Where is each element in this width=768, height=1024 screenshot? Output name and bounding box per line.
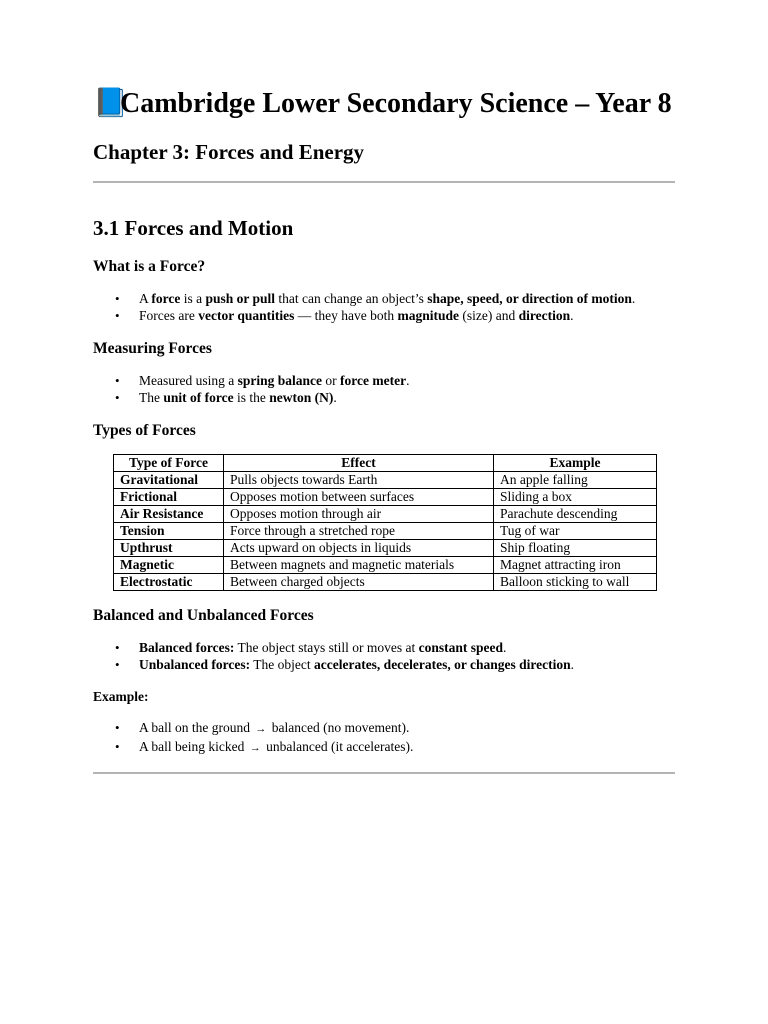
measuring-forces-heading: Measuring Forces	[93, 340, 212, 357]
column-header-type: Type of Force	[114, 455, 224, 472]
document-content	[93, 86, 675, 774]
table-row	[114, 523, 657, 540]
forces-table	[113, 454, 657, 591]
force-example-cell: Magnet attracting iron	[494, 557, 657, 574]
column-header-example: Example	[494, 455, 657, 472]
what-is-force-list	[93, 290, 675, 324]
balanced-forces-heading: Balanced and Unbalanced Forces	[93, 607, 314, 624]
force-example-cell: An apple falling	[494, 472, 657, 489]
force-type-cell: Upthrust	[114, 540, 224, 557]
list-item: • A ball on the ground → balanced (no movement).	[139, 719, 675, 738]
section-title: 3.1 Forces and Motion	[93, 216, 294, 240]
list-item: • The unit of force is the newton (N).	[139, 389, 675, 406]
table-row	[114, 472, 657, 489]
list-item: • A ball being kicked → unbalanced (it accelerates).	[139, 738, 675, 757]
page-title-text: Cambridge Lower Secondary Science – Year 8	[120, 88, 672, 119]
divider	[93, 772, 675, 774]
example-list	[93, 719, 675, 757]
divider	[93, 181, 675, 183]
force-type-cell: Frictional	[114, 489, 224, 506]
table-header-row	[114, 455, 657, 472]
types-of-forces-heading: Types of Forces	[93, 422, 196, 439]
table-row	[114, 540, 657, 557]
force-example-cell: Ship floating	[494, 540, 657, 557]
table-row	[114, 489, 657, 506]
book-icon: 📘	[93, 88, 128, 119]
force-example-cell: Sliding a box	[494, 489, 657, 506]
right-arrow-icon: →	[255, 723, 267, 735]
what-is-force-heading: What is a Force?	[93, 258, 206, 275]
force-example-cell: Tug of war	[494, 523, 657, 540]
list-item: • A force is a push or pull that can change an object’s shape, speed, or direction of motion.	[139, 290, 675, 307]
page-title	[93, 86, 675, 121]
force-type-cell: Electrostatic	[114, 574, 224, 591]
column-header-effect: Effect	[224, 455, 494, 472]
force-effect-cell: Opposes motion between surfaces	[224, 489, 494, 506]
list-item: • Forces are vector quantities — they have both magnitude (size) and direction.	[139, 307, 675, 324]
right-arrow-icon: →	[249, 742, 261, 754]
force-type-cell: Magnetic	[114, 557, 224, 574]
list-item: • Balanced forces: The object stays still or moves at constant speed.	[139, 639, 675, 656]
force-effect-cell: Pulls objects towards Earth	[224, 472, 494, 489]
balanced-forces-list	[93, 639, 675, 673]
chapter-title: Chapter 3: Forces and Energy	[93, 140, 365, 164]
force-type-cell: Air Resistance	[114, 506, 224, 523]
force-example-cell: Balloon sticking to wall	[494, 574, 657, 591]
force-effect-cell: Force through a stretched rope	[224, 523, 494, 540]
list-item: • Unbalanced forces: The object accelerates, decelerates, or changes direction.	[139, 656, 675, 673]
force-type-cell: Tension	[114, 523, 224, 540]
force-effect-cell: Opposes motion through air	[224, 506, 494, 523]
force-type-cell: Gravitational	[114, 472, 224, 489]
force-effect-cell: Acts upward on objects in liquids	[224, 540, 494, 557]
example-heading: Example:	[93, 689, 149, 704]
measuring-forces-list	[93, 372, 675, 406]
list-item: • Measured using a spring balance or force meter.	[139, 372, 675, 389]
table-row	[114, 574, 657, 591]
table-row	[114, 506, 657, 523]
table-row	[114, 557, 657, 574]
force-effect-cell: Between magnets and magnetic materials	[224, 557, 494, 574]
force-effect-cell: Between charged objects	[224, 574, 494, 591]
force-example-cell: Parachute descending	[494, 506, 657, 523]
